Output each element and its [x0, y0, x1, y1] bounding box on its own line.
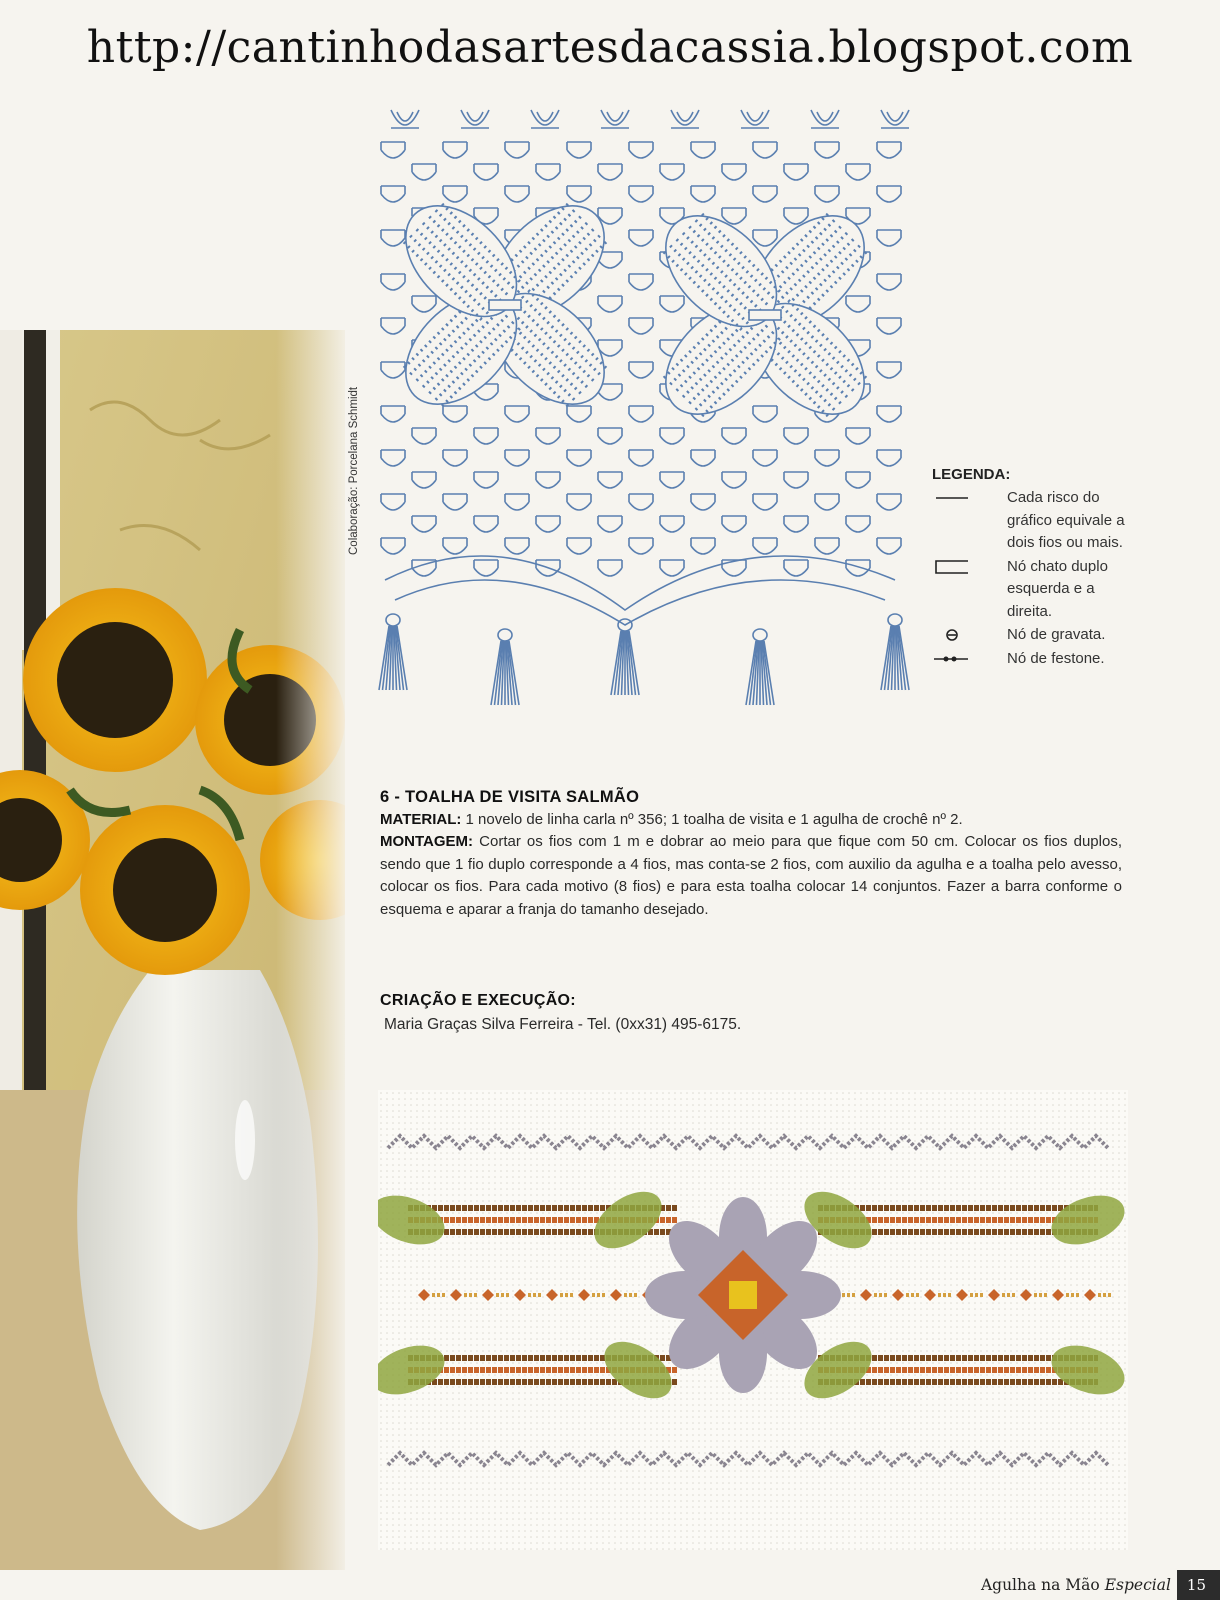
legend-item	[932, 624, 1132, 647]
legend-item-text: Cada risco do gráfico equivale a dois fios ou mais.	[1007, 489, 1125, 551]
cross-stitch-towel-photo	[378, 1090, 1128, 1550]
credits	[380, 992, 1080, 1034]
legend-item	[932, 556, 1132, 624]
legend-item	[932, 648, 1132, 671]
material-text: 1 novelo de linha carla nº 356; 1 toalha de visita e 1 agulha de crochê nº 2.	[465, 810, 963, 828]
credits-title: CRIAÇÃO E EXECUÇÃO:	[380, 992, 576, 1009]
pattern-instructions	[380, 786, 1122, 921]
bracket-knot-icon	[932, 556, 970, 578]
blog-url: http://cantinhodasartesdacassia.blogspot.com	[86, 22, 1134, 73]
legend-item-text: Nó de gravata.	[1007, 626, 1106, 643]
montagem-paragraph	[380, 831, 1122, 921]
magazine-title: Agulha na Mão	[980, 1576, 1100, 1594]
montagem-label: MONTAGEM:	[380, 833, 474, 850]
legend-item	[932, 487, 1132, 555]
circle-minus-icon	[932, 624, 970, 646]
photo-credit: Colaboração: Porcelana Schmidt	[348, 386, 360, 555]
line-stroke-icon	[932, 487, 970, 509]
legend-item-text: Nó chato duplo esquerda e a direita.	[1007, 557, 1108, 620]
legend-item-text: Nó de festone.	[1007, 649, 1105, 667]
macrame-diagram	[375, 100, 930, 710]
montagem-text: Cortar os fios com 1 m e dobrar ao meio para que fique com 50 cm. Colocar os fios duplos, sendo que 1 fio duplo corresponde a 4 fios, mas conta-se 2 fios, com auxilio da agulha e a toalha pelo avesso, colocar os fios. Para cada motivo (8 fios) e para esta toalha colocar 14 conjuntos. Fazer a barra conforme o esquema e aparar a franja do tamanho desejado.	[380, 833, 1122, 918]
page-footer	[981, 1570, 1220, 1600]
material-label: MATERIAL:	[380, 810, 462, 828]
magazine-edition: Especial	[1104, 1576, 1171, 1594]
pattern-title: 6 - TOALHA DE VISITA SALMÃO	[380, 788, 640, 806]
page-number: 15	[1177, 1570, 1220, 1600]
legend-title: LEGENDA:	[932, 466, 1011, 483]
material-paragraph	[380, 809, 1122, 832]
dotted-line-icon	[932, 648, 970, 670]
credits-author: Maria Graças Silva Ferreira - Tel. (0xx31) 495-6175.	[384, 1016, 742, 1033]
legend	[932, 466, 1132, 671]
magazine-name	[981, 1576, 1177, 1594]
sunflower-vase-photo	[0, 330, 345, 1570]
